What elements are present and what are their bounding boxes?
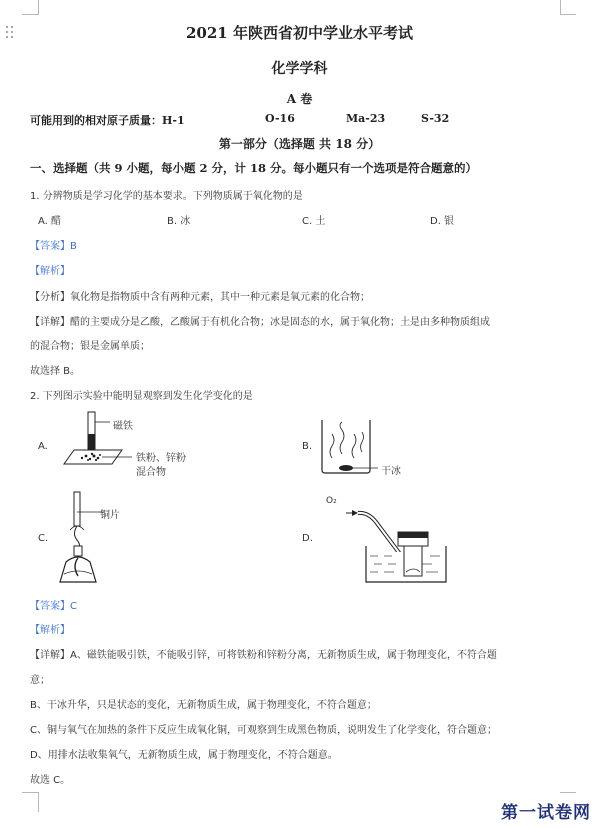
q1-xiangjie-line1: 【详解】醋的主要成分是乙酸，乙酸属于有机化合物；冰是固态的水，属于氧化物；土是由多种物质组成 <box>30 317 490 328</box>
exam-title: 2021 年陕西省初中学业水平考试 <box>186 24 413 42</box>
atomic-mass-o: O-16 <box>265 112 295 125</box>
q1-answer: 【答案】B <box>30 241 77 252</box>
q1-option-d: D. 银 <box>430 216 455 227</box>
q2-option-a-label: A. <box>38 441 48 452</box>
q2-xiangjie-line1: 【详解】A、磁铁能吸引铁，不能吸引锌，可将铁粉和锌粉分离，无新物质生成，属于物理变化，不符合题 <box>30 650 497 661</box>
paper-label: A 卷 <box>286 92 313 106</box>
figure-d-water-collection <box>322 498 462 590</box>
figure-a-label-mix-line1: 铁粉、锌粉 <box>136 453 186 464</box>
q1-option-c: C. 土 <box>302 216 326 227</box>
part-title: 第一部分（选择题 共 18 分） <box>218 137 381 151</box>
q2-option-b-label: B. <box>302 441 313 452</box>
crop-mark-bottom-left-v <box>38 792 39 812</box>
section-title: 一、选择题（共 9 小题，每小题 2 分，计 18 分。每小题只有一个选项是符合题意的） <box>30 161 478 175</box>
q2-xiangjie-line2: 意； <box>30 675 50 686</box>
q2-analysis-label: 【解析】 <box>30 625 70 636</box>
q1-conclusion: 故选择 B。 <box>30 366 81 377</box>
figure-a-label-magnet: 磁铁 <box>113 421 133 432</box>
q1-fenxi: 【分析】氧化物是指物质中含有两种元素，其中一种元素是氧元素的化合物； <box>30 292 370 303</box>
q2-option-c-label: C. <box>38 533 49 544</box>
figure-b-dry-ice-beaker <box>318 418 388 478</box>
atomic-mass-label: 可能用到的相对原子质量：H-1 <box>30 114 185 127</box>
atomic-mass-s: S-32 <box>421 112 450 125</box>
subject-title: 化学学科 <box>271 61 328 77</box>
crop-mark-top-right-v <box>560 0 561 15</box>
atomic-mass-na: Ma-23 <box>346 112 386 125</box>
crop-mark-top-left-h <box>22 14 38 15</box>
q2-answer: 【答案】C <box>30 601 77 612</box>
q1-xiangjie-line2: 的混合物；银是金属单质； <box>30 341 150 352</box>
crop-mark-bottom-left-h <box>22 792 38 793</box>
q2-option-d-label: D. <box>302 533 313 544</box>
q2-explanation-c: C、铜与氧气在加热的条件下反应生成氧化铜，可观察到生成黑色物质，说明发生了化学变化，符合题意； <box>30 725 497 736</box>
figure-c-label-copper: 铜片 <box>100 510 120 521</box>
q2-conclusion: 故选 C。 <box>30 775 71 786</box>
site-watermark-logo: 第一试卷网 <box>501 803 591 823</box>
q1-option-a: A. 醋 <box>38 216 62 227</box>
figure-d-label-oxygen: O₂ <box>326 496 337 506</box>
crop-mark-bottom-right-h <box>560 792 576 793</box>
q1-analysis-label: 【解析】 <box>30 266 70 277</box>
figure-c-copper-heating <box>56 490 146 590</box>
q2-explanation-b: B、干冰升华，只是状态的变化，无新物质生成，属于物理变化，不符合题意； <box>30 700 377 711</box>
q2-stem: 2. 下列图示实验中能明显观察到发生化学变化的是 <box>30 391 253 402</box>
crop-mark-top-right-h <box>560 14 576 15</box>
q1-option-b: B. 冰 <box>167 216 191 227</box>
figure-b-label-dry-ice: 干冰 <box>381 466 401 477</box>
q2-explanation-d: D、用排水法收集氧气，无新物质生成，属于物理变化，不符合题意。 <box>30 750 338 761</box>
q1-stem: 1. 分辨物质是学习化学的基本要求。下列物质属于氧化物的是 <box>30 191 303 202</box>
crop-mark-top-left-v <box>38 0 39 15</box>
figure-a-label-mix-line2: 混合物 <box>136 467 166 478</box>
